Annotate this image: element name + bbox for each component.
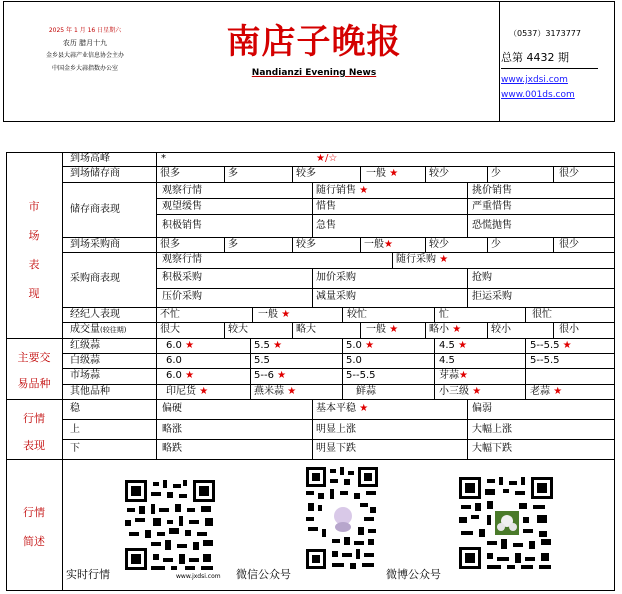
broker-opt-5: 很忙 — [532, 309, 552, 320]
star-mark: ★ — [439, 254, 449, 265]
qr-weibo-label: 微博公众号 — [386, 568, 441, 581]
stock-arrival-opt-5: 较少 — [429, 168, 449, 179]
trend-r2c1: 上 — [70, 424, 80, 435]
buyer-arrival-opt-4: 一般★ — [364, 239, 393, 250]
stock-arrival-opt-6: 少 — [491, 168, 501, 179]
variety-red-v4: 4.5 ★ — [439, 340, 468, 351]
star-mark: ★ — [287, 386, 297, 397]
star-mark: ★ — [277, 370, 287, 381]
arrival-peak-marks: ★/☆ — [316, 153, 338, 164]
header-left-info — [20, 27, 150, 73]
buyer-arrival-opt-7: 很少 — [559, 239, 579, 250]
category-trend: 行情 表现 — [23, 412, 45, 452]
variety-other-v1: 印尼货 ★ — [166, 386, 209, 397]
volume-opt-2: 较大 — [228, 324, 248, 335]
stock-behavior-r3c1: 积极销售 — [162, 220, 202, 231]
volume-opt-7: 很小 — [559, 324, 579, 335]
arrival-peak-note: * — [161, 153, 166, 164]
stock-arrival-opt-4: 一般 ★ — [366, 168, 399, 179]
variety-red-v1: 6.0 ★ — [166, 340, 195, 351]
qr-realtime-label: 实时行情 — [66, 568, 110, 581]
star-mark: ★ — [458, 340, 468, 351]
volume-opt-4: 一般 ★ — [366, 324, 399, 335]
phone-number: （0537）3173777 — [509, 29, 581, 38]
issue-underline — [501, 68, 598, 69]
buyer-behavior-r2c2: 加价采购 — [316, 272, 356, 283]
website-link-2[interactable]: www.001ds.com — [501, 90, 575, 100]
buyer-behavior-r1c2: 随行采购 ★ — [396, 254, 449, 265]
category-market: 市 场 表 现 — [28, 200, 40, 300]
sponsor-line-2: 中国金乡大蒜指数办公室 — [51, 65, 118, 72]
star-mark: ★ — [553, 386, 563, 397]
buyer-arrival-opt-5: 较少 — [429, 239, 449, 250]
star-mark: ★ — [459, 370, 468, 381]
header-divider — [499, 2, 500, 121]
variety-other-v5: 老蒜 ★ — [530, 386, 563, 397]
page-title: 南店子晚报 — [226, 22, 402, 62]
volume-opt-6: 较小 — [491, 324, 511, 335]
stock-arrival-opt-3: 较多 — [296, 168, 316, 179]
sponsor-line-1: 金乡县大蒜产业信息协会主办 — [45, 52, 124, 59]
volume-opt-5: 略小 ★ — [429, 324, 462, 335]
trend-r3c3: 明显下跌 — [316, 443, 356, 454]
trend-r3c4: 大幅下跌 — [472, 443, 512, 454]
star-mark: ★ — [281, 309, 291, 320]
buyer-behavior-r3c1: 压价采购 — [162, 291, 202, 302]
trend-r2c4: 大幅上涨 — [472, 424, 512, 435]
stock-behavior-r2c2: 惜售 — [316, 201, 336, 212]
star-mark: ★ — [365, 340, 375, 351]
stock-arrival-opt-7: 很少 — [559, 168, 579, 179]
variety-other-v3: 鲜蒜 — [356, 386, 376, 397]
variety-market-v3: 5--5.5 — [346, 370, 376, 381]
stock-behavior-r2c3: 严重惜售 — [472, 201, 512, 212]
broker-opt-1: 不忙 — [160, 309, 180, 320]
category-brief: 行情 简述 — [23, 506, 45, 548]
broker-opt-4: 忙 — [439, 309, 449, 320]
label-broker: 经纪人表现 — [70, 309, 120, 320]
label-buyer-behavior: 采购商表现 — [70, 273, 120, 284]
buyer-behavior-r3c3: 拒运采购 — [472, 291, 512, 302]
stock-behavior-r2c1: 观望缓售 — [162, 201, 202, 212]
qr-realtime-caption: www.jxdsi.com — [176, 573, 221, 580]
trend-r1c1: 稳 — [70, 403, 80, 414]
buyer-arrival-opt-1: 很多 — [160, 239, 180, 250]
variety-red-v3: 5.0 ★ — [346, 340, 375, 351]
volume-opt-1: 很大 — [160, 324, 180, 335]
label-volume: 成交量(较往期) — [70, 324, 127, 335]
trend-r1c3: 基本平稳 ★ — [316, 403, 369, 414]
trend-r2c3: 明显上涨 — [316, 424, 356, 435]
stock-behavior-r3c2: 急售 — [316, 220, 336, 231]
star-mark: ★ — [185, 340, 195, 351]
buyer-behavior-r2c3: 抢购 — [472, 272, 492, 283]
buyer-arrival-opt-6: 少 — [491, 239, 501, 250]
variety-other-label: 其他品种 — [70, 386, 110, 397]
variety-white-v4: 4.5 — [439, 355, 455, 366]
qr-wechat-label: 微信公众号 — [236, 568, 291, 581]
buyer-arrival-opt-2: 多 — [228, 239, 238, 250]
star-mark: ★ — [452, 324, 462, 335]
buyer-behavior-r3c2: 减量采购 — [316, 291, 356, 302]
variety-white-label: 白级蒜 — [70, 355, 100, 366]
label-stock-arrival: 到场储存商 — [70, 168, 120, 179]
variety-white-v1: 6.0 — [166, 355, 182, 366]
stock-arrival-opt-1: 很多 — [160, 168, 180, 179]
trend-r2c2: 略涨 — [162, 424, 182, 435]
newspaper-header — [3, 1, 615, 122]
website-link-1[interactable]: www.jxdsi.com — [501, 75, 568, 85]
star-mark: ★ — [359, 403, 369, 414]
trend-r1c2: 偏硬 — [162, 403, 182, 414]
broker-opt-3: 较忙 — [347, 309, 367, 320]
buyer-behavior-r1c1: 观察行情 — [162, 254, 202, 265]
lunar-date: 农历 腊月十九 — [62, 39, 108, 47]
star-mark: ★ — [562, 340, 572, 351]
stock-behavior-r1c3: 挑价销售 — [472, 185, 512, 196]
buyer-behavior-r2c1: 积极采购 — [162, 272, 202, 283]
variety-red-v2: 5.5 ★ — [254, 340, 283, 351]
broker-opt-2: 一般 ★ — [258, 309, 291, 320]
stock-behavior-r1c2: 随行销售 ★ — [316, 185, 369, 196]
star-mark: ★ — [185, 370, 195, 381]
variety-market-v1: 6.0 ★ — [166, 370, 195, 381]
label-buyer-arrival: 到场采购商 — [70, 239, 120, 250]
variety-white-v5: 5--5.5 — [530, 355, 560, 366]
issue-number: 总第 4432 期 — [501, 51, 569, 64]
star-mark: ★ — [199, 386, 209, 397]
variety-white-v3: 5.0 — [346, 355, 362, 366]
page-subtitle: Nandianzi Evening News — [251, 68, 377, 78]
star-mark: ★ — [384, 239, 393, 250]
qr-code-weibo[interactable] — [457, 475, 555, 571]
star-mark: ★ — [389, 168, 399, 179]
variety-white-v2: 5.5 — [254, 355, 270, 366]
stock-behavior-r1c1: 观察行情 — [162, 185, 202, 196]
star-mark: ★ — [273, 340, 283, 351]
qr-code-wechat[interactable] — [304, 465, 380, 571]
buyer-arrival-opt-3: 较多 — [296, 239, 316, 250]
variety-red-label: 红级蒜 — [70, 340, 100, 351]
label-arrival-peak: 到场高峰 — [70, 153, 110, 164]
variety-market-label: 市场蒜 — [70, 370, 100, 381]
category-varieties: 主要交 易品种 — [17, 351, 51, 390]
variety-red-v5: 5--5.5 ★ — [530, 340, 572, 351]
qr-code-realtime[interactable] — [123, 478, 217, 572]
date-line: 2025 年 1 月 16 日星期六 — [48, 27, 122, 34]
star-mark: ★ — [389, 324, 399, 335]
trend-r1c4: 偏弱 — [472, 403, 492, 414]
stock-behavior-r3c3: 恐慌抛售 — [472, 220, 512, 231]
label-stock-behavior: 储存商表现 — [70, 204, 120, 215]
volume-opt-3: 略大 — [296, 324, 316, 335]
trend-r3c2: 略跌 — [162, 443, 182, 454]
variety-market-v4: 芽蒜★ — [439, 370, 468, 381]
stock-arrival-opt-2: 多 — [228, 168, 238, 179]
variety-market-v2: 5--6 ★ — [254, 370, 287, 381]
star-mark: ★ — [472, 386, 482, 397]
variety-other-v2: 燕米蒜 ★ — [254, 386, 297, 397]
trend-r3c1: 下 — [70, 443, 80, 454]
star-mark: ★ — [359, 185, 369, 196]
market-report-table — [6, 152, 615, 591]
variety-other-v4: 小三级 ★ — [439, 386, 482, 397]
